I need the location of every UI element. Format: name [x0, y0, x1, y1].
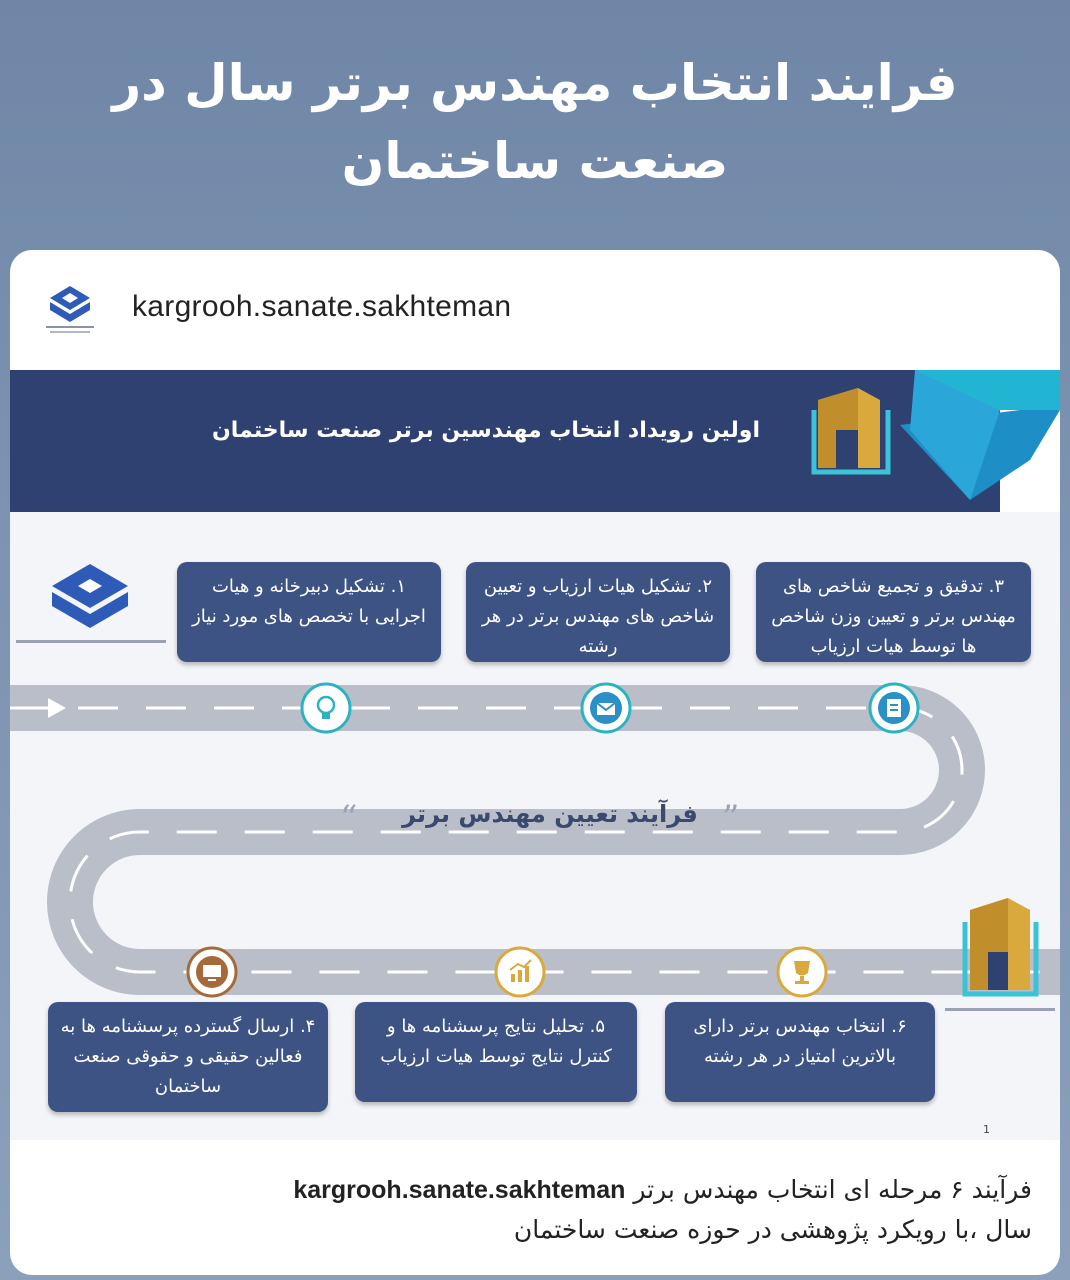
post-header: [10, 250, 1060, 370]
building-logo-icon: [814, 388, 888, 472]
document-icon: [868, 682, 920, 734]
caption-handle-link[interactable]: kargrooh.sanate.sakhteman: [293, 1176, 626, 1204]
chart-icon: [494, 946, 546, 998]
step-3: ۳. تدقیق و تجمیع شاخص های مهندس برتر و تعیین وزن شاخص ها توسط هیات ارزیاب: [756, 562, 1031, 662]
step-5: ۵. تحلیل نتایج پرسشنامه ها و کنترل نتایج توسط هیات ارزیاب: [355, 1002, 637, 1102]
account-name[interactable]: kargrooh.sanate.sakhteman: [132, 290, 512, 323]
lightbulb-icon: [300, 682, 352, 734]
step-1: ۱. تشکیل دبیرخانه و هیات اجرایی با تخصص های مورد نیاز: [177, 562, 441, 662]
envelope-icon: [580, 682, 632, 734]
quote-close-icon: ”: [722, 798, 740, 838]
account-logo-icon[interactable]: [40, 280, 100, 340]
group-logo-icon: [16, 564, 166, 643]
step-6: ۶. انتخاب مهندس برتر دارای بالاترین امتیاز در هر رشته: [665, 1002, 935, 1102]
monitor-icon: [186, 946, 238, 998]
quote-open-icon: “: [340, 798, 358, 838]
step-2: ۲. تشکیل هیات ارزیاب و تعیین شاخص های مهندس برتر در هر رشته: [466, 562, 730, 662]
page-title: فرایند انتخاب مهندس برتر سال در صنعت ساختمان: [112, 54, 958, 190]
post-card: [10, 250, 1060, 1275]
road-title: فرآیند تعیین مهندس برتر: [402, 800, 698, 828]
post-caption: [52, 1170, 1032, 1250]
infographic-image: [10, 370, 1060, 1140]
caption-text-1: فرآیند ۶ مرحله ای انتخاب مهندس برتر: [633, 1175, 1032, 1204]
page-number: 1: [983, 1123, 990, 1136]
caption-text-2: سال ،با رویکرد پژوهشی در حوزه صنعت ساختمان: [513, 1215, 1032, 1244]
trophy-icon: [776, 946, 828, 998]
step-4: ۴. ارسال گسترده پرسشنامه ها به فعالین حقیقی و حقوقی صنعت ساختمان: [48, 1002, 328, 1112]
banner-title: اولین رویداد انتخاب مهندسین برتر صنعت ساختمان: [212, 418, 760, 443]
